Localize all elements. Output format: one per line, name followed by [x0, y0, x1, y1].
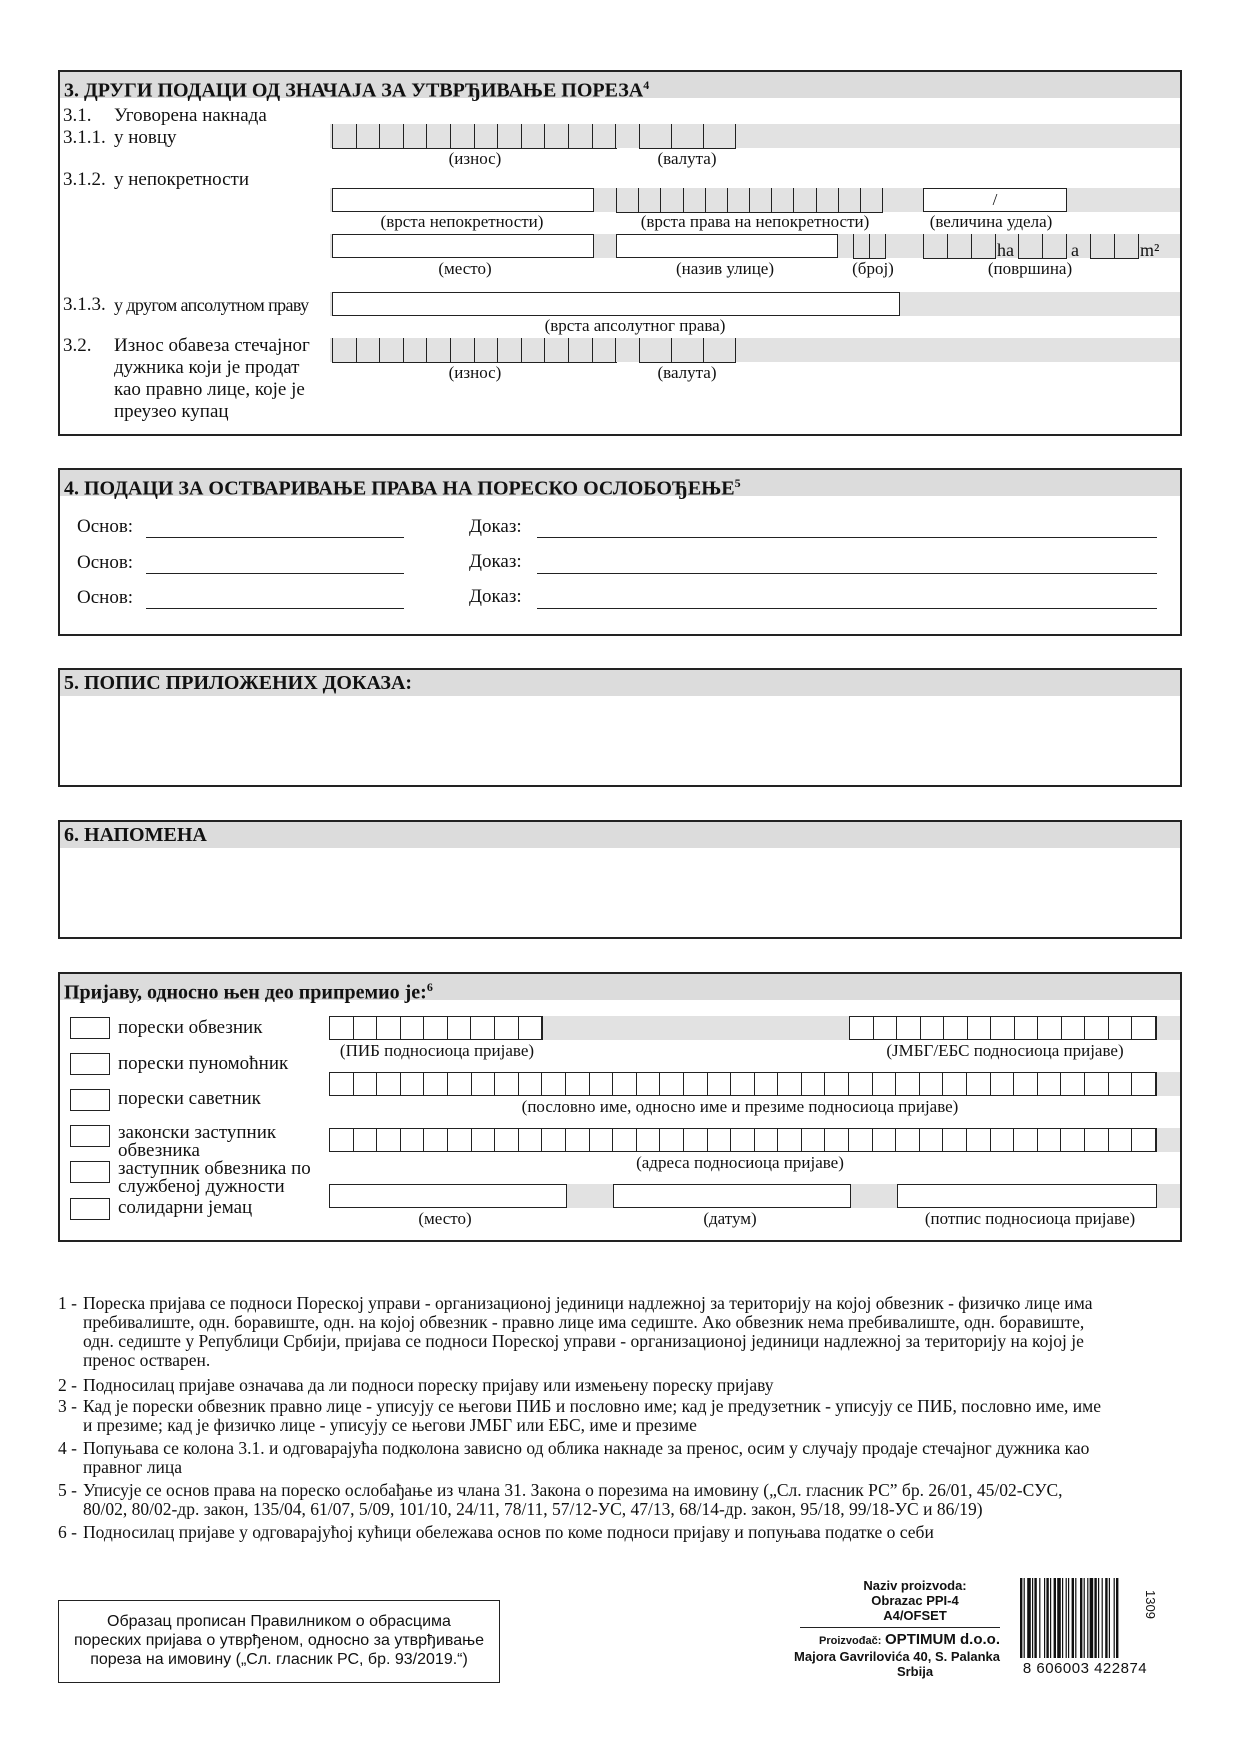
product-info [780, 1578, 1000, 1679]
osnov-label-3: Основ: [77, 587, 134, 608]
row-3-2-line1: Износ обавеза стечајног [114, 335, 310, 356]
dokaz-field-3[interactable] [537, 608, 1157, 609]
osnov-field-3[interactable] [146, 608, 404, 609]
section-3-title: 3. ДРУГИ ПОДАЦИ ОД ЗНАЧАЈА ЗА УТВРЂИВАЊЕ ПОРЕЗА$^4$ [60, 72, 1180, 98]
row-3-1-3-num: 3.1.3. [63, 294, 106, 315]
caption-vrsta-apsolutnog: (врста апсолутног права) [544, 316, 726, 335]
area-m2-cells[interactable] [1090, 234, 1139, 259]
row-3-1-2-label: у непокретности [114, 169, 250, 190]
caption-iznos: (износ) [448, 149, 502, 168]
preparer-title: Пријаву, односно њен део припремио је:$^6$ [60, 974, 1180, 1000]
dokaz-label-1: Доказ: [469, 516, 522, 537]
place-field[interactable] [332, 234, 594, 258]
footnote-4: 4 - Попуњава се колона 3.1. и одговарајућа подколона зависно од облика накнаде за пренос, осим у случају продаје стечајног дужника као правног лица [58, 1438, 1090, 1477]
section-5[interactable] [58, 668, 1182, 787]
checkbox-solidarni-jemac[interactable] [70, 1198, 110, 1220]
checkbox-poreski-punomocnik[interactable] [70, 1053, 110, 1075]
caption-jmbg: (ЈМБГ/ЕБС подносиоца пријаве) [886, 1041, 1124, 1060]
row-3-1-num: 3.1. [63, 105, 92, 126]
opt-zastupnik-po-duznosti-1: заступник обвезника по [118, 1158, 311, 1179]
property-right-cells[interactable] [616, 188, 883, 213]
regulation-box [58, 1600, 500, 1683]
row-3-1-1-label: у новцу [114, 127, 177, 148]
caption-valuta: (валута) [657, 149, 717, 168]
row-3-1-label: Уговорена накнада [114, 105, 267, 126]
osnov-field-2[interactable] [146, 573, 404, 574]
opt-poreski-punomocnik: порески пуномоћник [118, 1053, 289, 1074]
product-name-2: A4/OFSET [883, 1608, 947, 1623]
dokaz-field-1[interactable] [537, 537, 1157, 538]
absolute-right-field[interactable] [332, 292, 900, 316]
checkbox-zastupnik-po-duznosti[interactable] [70, 1161, 110, 1183]
checkbox-poreski-savetnik[interactable] [70, 1089, 110, 1111]
area-a-cells[interactable] [1018, 234, 1067, 259]
osnov-label-2: Основ: [77, 552, 134, 573]
caption-valuta-2: (валута) [657, 363, 717, 382]
manufacturer-label: Proizvođač: [819, 1635, 882, 1647]
manufacturer-name: OPTIMUM d.o.o. [885, 1631, 1000, 1648]
caption-iznos-2: (износ) [448, 363, 502, 382]
caption-prep-potpis: (потпис подносиоца пријаве) [924, 1209, 1136, 1228]
row-3-2-line4: преузео купац [114, 401, 229, 422]
footnote-6: 6 - Подносилац пријаве у одговарајућој кућици обележава основ по коме подноси пријаву и попуњава податке о себи [58, 1522, 934, 1542]
row-3-1-1-num: 3.1.1. [63, 127, 106, 148]
row-3-1-3-label: у другом апсолутном праву [114, 295, 309, 315]
caption-prep-mesto: (место) [418, 1209, 472, 1228]
opt-poreski-obveznik: порески обвезник [118, 1017, 263, 1038]
footnote-5: 5 - Уписује се основ права на пореско ослобађање из члана 31. Закона о порезима на имовину („Сл. гласник РС” бр. 26/01, 45/02-СУС, 80/02, 80/02-др. закон, 135/04, 61/07, 5/09, 101/10, 24/11, 78/11, 57/12-УС, 47/13, 68/14-др. закон, 95/18, 99/18-УС и 86/19) [58, 1480, 1063, 1519]
amount-cells[interactable] [332, 124, 617, 149]
checkbox-zakonski-zastupnik[interactable] [70, 1125, 110, 1147]
regulation-line-2: пореских пријава о утврђеном, односно за утврђивање [73, 1632, 484, 1649]
caption-velicina-udela: (величина удела) [929, 212, 1053, 231]
debt-currency-cells[interactable] [639, 338, 736, 363]
caption-ulica: (назив улице) [675, 259, 775, 278]
debt-amount-cells[interactable] [332, 338, 617, 363]
regulation-line-3: пореза на имовину („Сл. гласник РС, бр. 93/2019.“) [90, 1651, 468, 1668]
row-3-1-2-num: 3.1.2. [63, 169, 106, 190]
manufacturer-country: Srbija [896, 1664, 934, 1679]
manufacturer-address: Majora Gavrilovića 40, S. Palanka [794, 1649, 1000, 1664]
osnov-field-1[interactable] [146, 537, 404, 538]
unit-m2: m² [1140, 240, 1160, 260]
section-6-title: 6. НАПОМЕНА [60, 822, 1180, 848]
caption-povrsina: (површина) [987, 259, 1073, 278]
dokaz-label-2: Доказ: [469, 551, 522, 572]
dokaz-label-3: Доказ: [469, 586, 522, 607]
section-5-title: 5. ПОПИС ПРИЛОЖЕНИХ ДОКАЗА: [60, 670, 1180, 696]
regulation-line-1: Образац прописан Правилником о обрасцима [107, 1613, 451, 1630]
osnov-label-1: Основ: [77, 516, 134, 537]
caption-ime: (пословно име, односно име и презиме подносиоца пријаве) [521, 1097, 959, 1116]
caption-mesto: (место) [438, 259, 492, 278]
opt-zastupnik-po-duznosti-2: службеној дужности [118, 1176, 285, 1197]
row-3-2-line3: као правно лице, које је [114, 379, 305, 400]
barcode-number: 8 606003 422874 [1022, 1660, 1148, 1677]
area-ha-cells[interactable] [923, 234, 996, 259]
opt-zakonski-zastupnik-1: законски заступник [118, 1122, 277, 1143]
share-slash: / [992, 190, 998, 209]
footnote-2: 2 - Подносилац пријаве означава да ли подноси пореску пријаву или измењену пореску пријаву [58, 1375, 774, 1395]
caption-vrsta-nepokretnosti: (врста непокретности) [380, 212, 544, 231]
currency-cells[interactable] [639, 124, 736, 149]
jmbg-cells[interactable] [849, 1016, 1157, 1040]
unit-a: a [1071, 240, 1079, 260]
pib-cells[interactable] [329, 1016, 543, 1040]
checkbox-poreski-obveznik[interactable] [70, 1017, 110, 1039]
product-name-label: Naziv proizvoda: [863, 1578, 967, 1593]
caption-broj: (број) [852, 259, 894, 278]
footnote-3: 3 - Кад је порески обвезник правно лице - уписују се његови ПИБ и пословно име; кад је предузетник - уписују се ПИБ, пословно име, име и презиме; кад је физичко лице - уписују се његови ЈМБГ или ЕБС, име и презиме [58, 1396, 1101, 1435]
opt-zakonski-zastupnik-2: обвезника [118, 1140, 200, 1161]
name-cells[interactable] [329, 1072, 1157, 1096]
address-cells[interactable] [329, 1128, 1157, 1152]
opt-poreski-savetnik: порески саветник [118, 1088, 261, 1109]
caption-prep-datum: (датум) [703, 1209, 757, 1228]
dokaz-field-2[interactable] [537, 573, 1157, 574]
caption-adresa: (адреса подносиоца пријаве) [636, 1153, 844, 1172]
barcode [1018, 1578, 1163, 1658]
number-cells[interactable] [853, 234, 886, 259]
product-code: 1309 [1143, 1590, 1158, 1619]
row-3-2-line2: дужника који је продат [114, 357, 300, 378]
section-4 [58, 468, 1182, 636]
property-type-field[interactable] [332, 188, 594, 212]
opt-solidarni-jemac: солидарни јемац [118, 1197, 253, 1218]
street-field[interactable] [616, 234, 838, 258]
row-3-2-num: 3.2. [63, 335, 92, 356]
caption-pib: (ПИБ подносиоца пријаве) [339, 1041, 535, 1060]
prep-place-field[interactable] [329, 1184, 567, 1208]
unit-ha: ha [997, 240, 1014, 260]
product-name-1: Obrazac PPI-4 [871, 1593, 959, 1608]
footnote-1: 1 - Пореска пријава се подноси Пореској управи - организационој јединици надлежној за територију на којој обвезник - физичко лице има пребивалиште, одн. боравиште, одн. на којој обвезник - правно лице има седиште. Ако обвезник нема пребивалиште, одн. боравиште, одн. седиште у Републици Србији, пријава се подноси Пореској управи - организационој јединици надлежној за територију на којој је пренос остварен. [58, 1293, 1093, 1370]
section-6[interactable] [58, 820, 1182, 939]
prep-date-field[interactable] [613, 1184, 851, 1208]
prep-signature-field[interactable] [897, 1184, 1157, 1208]
section-4-title: 4. ПОДАЦИ ЗА ОСТВАРИВАЊЕ ПРАВА НА ПОРЕСКО ОСЛОБОЂЕЊЕ$^5$ [60, 470, 1180, 496]
caption-vrsta-prava: (врста права на непокретности) [640, 212, 870, 231]
